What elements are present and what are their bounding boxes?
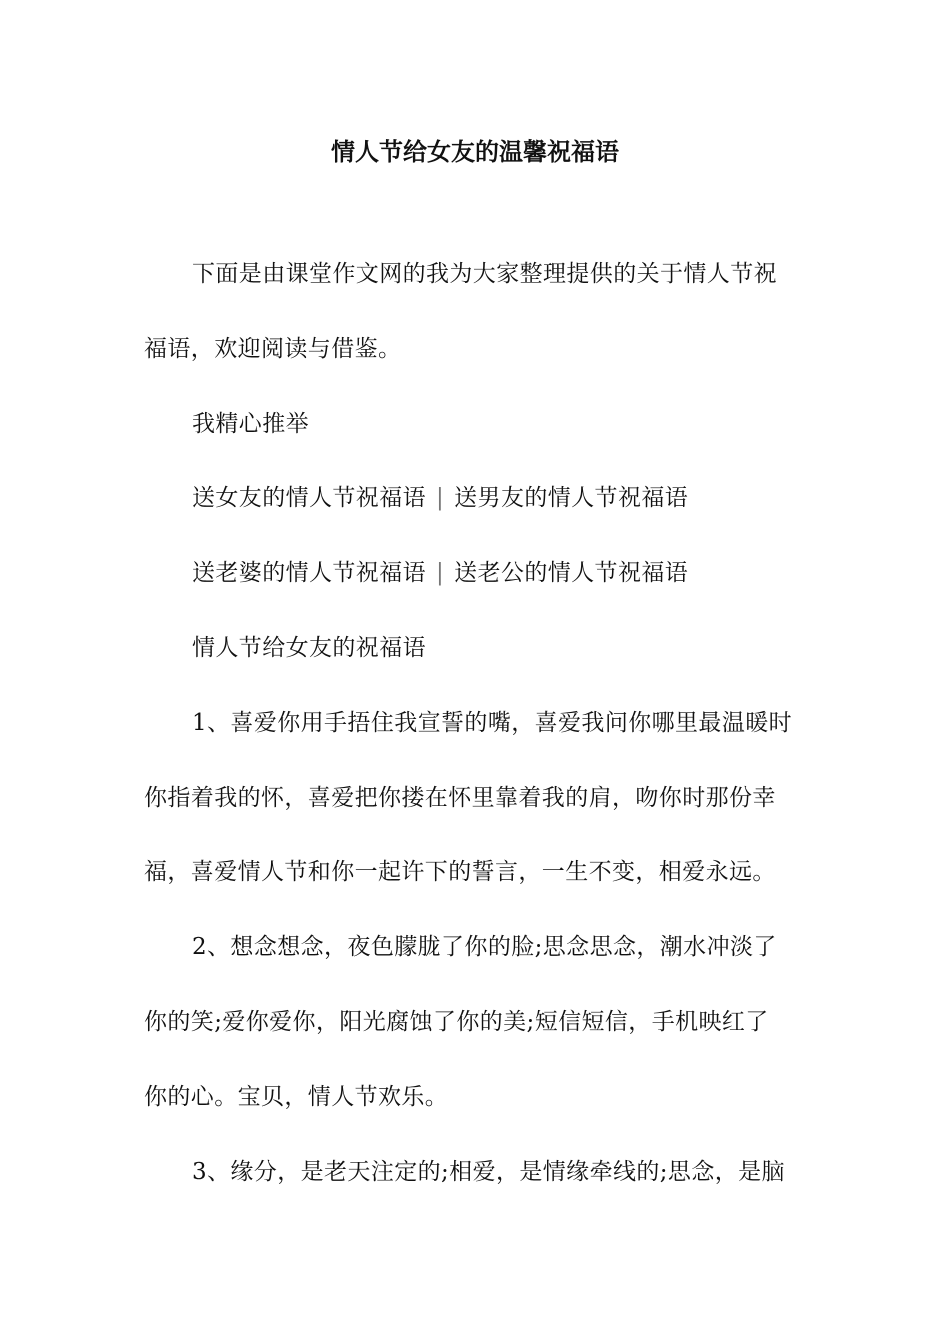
links-row-2 — [144, 555, 806, 592]
wish-item-2-line-1: 2、想念想念，夜色朦胧了你的脸;思念思念，潮水冲淡了 — [192, 934, 777, 961]
wish-item-1-line-3: 福，喜爱情人节和你一起许下的誓言，一生不变，相爱永远。 — [144, 859, 776, 886]
wish-item-1-line-1: 1、喜爱你用手捂住我宣誓的嘴，喜爱我问你哪里最温暖时 — [192, 709, 793, 736]
link-separator: | — [436, 485, 445, 512]
link-husband-wishes[interactable]: 送老公的情人节祝福语 — [454, 560, 689, 587]
link-separator: | — [436, 560, 445, 587]
link-wife-wishes[interactable]: 送老婆的情人节祝福语 — [192, 560, 426, 587]
recommend-heading-text: 我精心推举 — [192, 410, 309, 437]
wish-item-2 — [144, 929, 806, 1116]
intro-line-1: 下面是由课堂作文网的我为大家整理提供的关于情人节祝 — [192, 261, 777, 287]
intro-line-2: 福语，欢迎阅读与借鉴。 — [144, 335, 402, 362]
page-title: 情人节给女友的温馨祝福语 — [331, 137, 619, 166]
section-heading-text: 情人节给女友的祝福语 — [192, 634, 426, 661]
section-heading — [144, 630, 806, 667]
wish-item-2-line-2: 你的笑;爱你爱你，阳光腐蚀了你的美;短信短信，手机映红了 — [144, 1008, 769, 1035]
recommend-heading — [144, 406, 806, 443]
link-boyfriend-wishes[interactable]: 送男友的情人节祝福语 — [454, 485, 689, 512]
wish-item-2-line-3: 你的心。宝贝，情人节欢乐。 — [144, 1083, 449, 1110]
document-body — [144, 256, 806, 1228]
wish-item-3-line-1: 3、缘分，是老天注定的;相爱，是情缘牵线的;思念，是脑 — [192, 1158, 785, 1185]
links-row-2-line — [144, 555, 806, 592]
wish-item-1-line-2: 你指着我的怀，喜爱把你搂在怀里靠着我的肩，吻你时那份幸 — [144, 784, 776, 811]
links-row-1 — [144, 480, 806, 517]
wish-item-1 — [144, 705, 806, 892]
intro-paragraph — [144, 256, 806, 368]
link-girlfriend-wishes[interactable]: 送女友的情人节祝福语 — [192, 485, 426, 512]
wish-item-3 — [144, 1154, 806, 1191]
links-row-1-line — [144, 480, 806, 517]
